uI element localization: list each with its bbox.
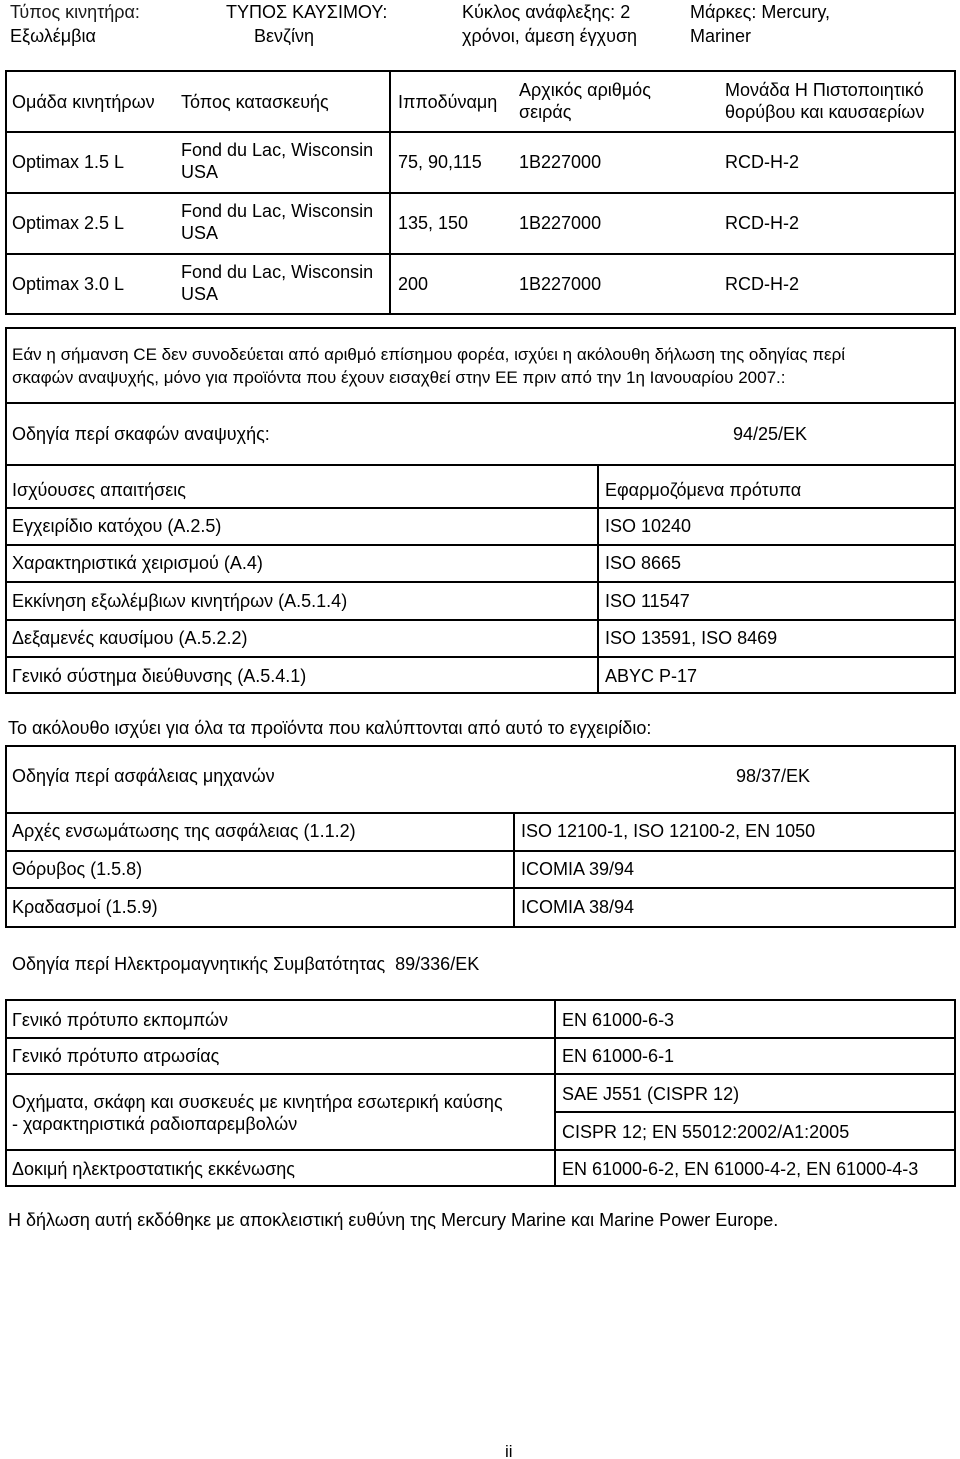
header-cert: Μονάδα Η Πιστοποιητικό θορύβου και καυσαερίων — [725, 80, 925, 122]
table-row-std: ABYC P-17 — [605, 666, 698, 686]
divider — [5, 131, 956, 133]
table-row-power: 200 — [398, 274, 429, 294]
table-row-req: Δοκιμή ηλεκτροστατικής εκκένωσης — [12, 1159, 295, 1179]
all-products-note: Το ακόλουθο ισχύει για όλα τα προϊόντα που καλύπτονται από αυτό το εγχειρίδιο: — [8, 718, 652, 738]
divider — [5, 581, 956, 583]
divider — [554, 999, 556, 1187]
footer-note: Η δήλωση αυτή εκδόθηκε με αποκλειστική ευθύνη της Mercury Marine και Marine Power Europe. — [8, 1210, 779, 1230]
table-row-std: ICOMIA 39/94 — [521, 859, 635, 879]
table-row-cert: RCD-H-2 — [725, 152, 799, 172]
table-row-cert: RCD-H-2 — [725, 274, 799, 294]
table-row-std: CISPR 12; EN 55012:2002/A1:2005 — [562, 1122, 850, 1142]
table-row-req: Γενικό πρότυπο ατρωσίας — [12, 1046, 220, 1066]
table-row-cert: RCD-H-2 — [725, 213, 799, 233]
header-serial: Αρχικός αριθμός σειράς — [519, 80, 651, 122]
ce-note: Εάν η σήμανση CE δεν συνοδεύεται από αριθμό επίσημου φορέα, ισχύει η ακόλουθη δήλωση της οδηγίας περί σκαφών αναψυχής, μόνο για προϊόντα που έχουν εισαχθεί στην ΕΕ πριν από την 1η Ιανουαρίου 2007.: — [12, 345, 846, 387]
table-row-req: Κραδασμοί (1.5.9) — [12, 897, 158, 917]
divider — [5, 192, 956, 194]
divider — [5, 402, 956, 404]
divider — [597, 464, 599, 694]
divider — [5, 253, 956, 255]
divider — [5, 1073, 956, 1075]
header-power: Ιπποδύναμη — [398, 92, 498, 112]
divider — [5, 1037, 956, 1039]
table-row-req: Δεξαμενές καυσίμου (A.5.2.2) — [12, 628, 248, 648]
page-number: ii — [505, 1442, 513, 1459]
col-standards: Εφαρμοζόμενα πρότυπα — [605, 480, 802, 500]
table-row-group: Optimax 3.0 L — [12, 274, 125, 294]
table-row-serial: 1B227000 — [519, 152, 602, 172]
table-row-req: Γενικό σύστημα διεύθυνσης (A.5.4.1) — [12, 666, 307, 686]
table-row-std: ISO 10240 — [605, 516, 692, 536]
machinery-code: 98/37/EK — [736, 766, 811, 786]
header-group: Ομάδα κινητήρων — [12, 92, 155, 112]
table-row-std: EN 61000-6-3 — [562, 1010, 675, 1030]
table-row-std: ISO 11547 — [605, 591, 690, 611]
table-row-req: Εκκίνηση εξωλέμβιων κινητήρων (A.5.1.4) — [12, 591, 348, 611]
table-row-std: ISO 13591, ISO 8469 — [605, 628, 778, 648]
emc-title: Οδηγία περί Ηλεκτρομαγνητικής Συμβατότητας 89/336/EK — [12, 954, 480, 974]
col-requirements: Ισχύουσες απαιτήσεις — [12, 480, 186, 500]
table-row-group: Optimax 2.5 L — [12, 213, 125, 233]
table-row-std: EN 61000-6-2, EN 61000-4-2, EN 61000-4-3 — [562, 1159, 919, 1179]
ignition-cycle: Κύκλος ανάφλεξης: 2 χρόνοι, άμεση έγχυση — [462, 2, 638, 46]
divider — [554, 1111, 956, 1113]
divider — [389, 70, 391, 315]
table-row-req: Γενικό πρότυπο εκπομπών — [12, 1010, 229, 1030]
brands: Μάρκες: Mercury, Mariner — [690, 2, 831, 46]
divider — [5, 619, 956, 621]
table-row-group: Optimax 1.5 L — [12, 152, 125, 172]
table-row-std: EN 61000-6-1 — [562, 1046, 675, 1066]
table-row-std: ICOMIA 38/94 — [521, 897, 635, 917]
divider — [513, 812, 515, 928]
divider — [5, 464, 956, 466]
recreational-title: Οδηγία περί σκαφών αναψυχής: — [12, 424, 270, 444]
divider — [5, 812, 956, 814]
engine-type: Τύπος κινητήρα: Εξωλέμβια — [10, 2, 140, 46]
divider — [5, 544, 956, 546]
table-row-req: Θόρυβος (1.5.8) — [12, 859, 143, 879]
divider — [5, 507, 956, 509]
table-row-req: Αρχές ενσωμάτωσης της ασφάλειας (1.1.2) — [12, 821, 356, 841]
table-row-std: SAE J551 (CISPR 12) — [562, 1084, 740, 1104]
table-row-std: ISO 12100-1, ISO 12100-2, EN 1050 — [521, 821, 816, 841]
table-row-power: 75, 90,115 — [398, 152, 482, 172]
divider — [5, 887, 956, 889]
header-place: Τόπος κατασκευής — [181, 92, 329, 112]
table-row-place: Fond du Lac, Wisconsin USA — [181, 140, 374, 182]
divider — [5, 1149, 956, 1151]
table-row-serial: 1B227000 — [519, 274, 602, 294]
table-row-req: Χαρακτηριστικά χειρισμού (A.4) — [12, 553, 263, 573]
table-row-serial: 1B227000 — [519, 213, 602, 233]
machinery-title: Οδηγία περί ασφάλειας μηχανών — [12, 766, 275, 786]
recreational-code: 94/25/EK — [733, 424, 808, 444]
table-row-place: Fond du Lac, Wisconsin USA — [181, 201, 374, 243]
table-row-place: Fond du Lac, Wisconsin USA — [181, 262, 374, 304]
table-row-power: 135, 150 — [398, 213, 469, 233]
divider — [5, 656, 956, 658]
table-row-req: Εγχειρίδιο κατόχου (A.2.5) — [12, 516, 222, 536]
divider — [5, 850, 956, 852]
table-row-req: Οχήματα, σκάφη και συσκευές με κινητήρα εσωτερική καύσης - χαρακτηριστικά ραδιοπαρεμβολών — [12, 1092, 503, 1134]
fuel-type: ΤΥΠΟΣ ΚΑΥΣΙΜΟΥ: Βενζίνη — [226, 2, 388, 46]
table-row-std: ISO 8665 — [605, 553, 682, 573]
